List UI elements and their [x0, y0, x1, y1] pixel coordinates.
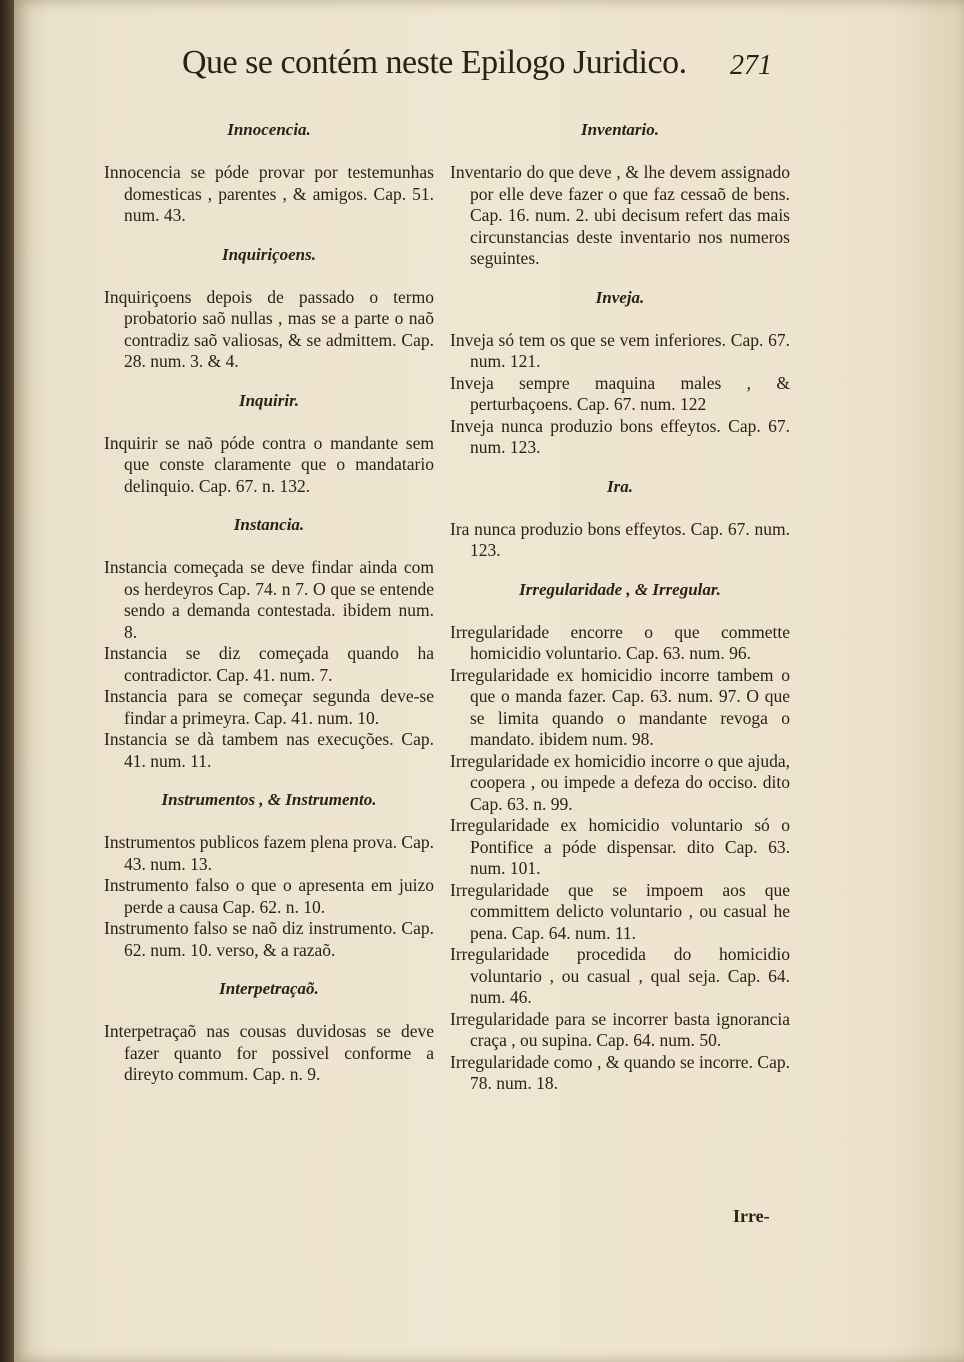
index-section: [104, 391, 434, 498]
index-entry: Innocencia se póde provar por testemunhas domesticas , parentes , & amigos. Cap. 51. num. 43.: [104, 162, 434, 225]
section-heading: Instrumentos , & Instrumento.: [161, 790, 377, 809]
index-entry: Interpetraçaõ nas cousas duvidosas se deve fazer quanto for possivel conforme a direyto commum. Cap. n. 9.: [104, 1021, 434, 1084]
index-entry: Inquiriçoens depois de passado o termo probatorio saõ nullas , mas se a parte o naõ contradiz saõ valiosas, & se admittem. Cap. 28. num. 3. & 4.: [104, 286, 434, 371]
index-entry: Irregularidade ex homicidio incorre o que ajuda, coopera , ou impede a defeza do occiso. dito Cap. 63. n. 99.: [450, 750, 790, 814]
index-section: [104, 515, 434, 772]
index-entry: Irregularidade encorre o que commette homicidio voluntario. Cap. 63. num. 96.: [450, 621, 790, 663]
section-heading: Innocencia.: [227, 120, 311, 139]
section-heading: Irregularidade , & Irregular.: [519, 579, 721, 599]
index-entry: Irregularidade como , & quando se incorre. Cap. 78. num. 18.: [450, 1051, 790, 1093]
index-entry: Irregularidade ex homicidio incorre tambem o que o manda fazer. Cap. 63. num. 97. O que se limita quando o mandante revoga o mandato. ibidem num. 98.: [450, 664, 790, 749]
index-section: [450, 477, 790, 562]
page-number: 271: [730, 50, 772, 81]
index-entry: Instancia se diz começada quando ha contradictor. Cap. 41. num. 7.: [104, 643, 434, 685]
index-entry: Instancia se dà tambem nas execuções. Cap. 41. num. 11.: [104, 729, 434, 771]
right-column: [450, 110, 790, 1113]
index-section: [104, 120, 434, 227]
index-entry: Instrumento falso se naõ diz instrumento. Cap. 62. num. 10. verso, & a razaõ.: [104, 918, 434, 960]
section-heading: Inquiriçoens.: [222, 244, 316, 264]
catchword: Irre-: [733, 1206, 770, 1226]
index-entry: Instrumentos publicos fazem plena prova. Cap. 43. num. 13.: [104, 832, 434, 874]
section-heading: Interpetraçaõ.: [219, 979, 319, 998]
index-section: [450, 580, 790, 1095]
book-spine: [0, 0, 14, 1362]
index-section: [104, 245, 434, 373]
section-heading: Ira.: [607, 476, 633, 496]
index-section: [104, 979, 434, 1086]
section-heading: Inventario.: [581, 120, 659, 139]
index-entry: Irregularidade ex homicidio voluntario só o Pontifice a póde dispensar. dito Cap. 63. num. 101.: [450, 815, 790, 878]
section-heading: Instancia.: [233, 515, 305, 534]
index-entry: Irregularidade procedida do homicidio voluntario , ou casual , qual seja. Cap. 64. num. 46.: [450, 944, 790, 1007]
index-entry: Inveja só tem os que se vem inferiores. Cap. 67. num. 121.: [450, 329, 790, 371]
index-entry: Instrumento falso o que o apresenta em juizo perde a causa Cap. 62. n. 10.: [104, 875, 434, 917]
index-entry: Instancia para se começar segunda deve-se findar a primeyra. Cap. 41. num. 10.: [104, 686, 434, 728]
index-entry: Irregularidade para se incorrer basta ignorancia craça , ou supina. Cap. 64. num. 50.: [450, 1008, 790, 1050]
index-section: [450, 120, 790, 270]
running-head: Que se contém neste Epilogo Juridico.: [182, 44, 687, 81]
index-entry: Inventario do que deve , & lhe devem assignado por elle deve fazer o que faz cessaõ de bens. Cap. 16. num. 2. ubi decisum refert das mais circunstancias deste inventario nos numeros seguintes.: [450, 162, 790, 268]
section-heading: Inveja.: [595, 287, 645, 307]
index-entry: Inveja sempre maquina males , & perturbaçoens. Cap. 67. num. 122: [450, 372, 790, 414]
index-entry: Irregularidade que se impoem aos que committem delicto voluntario , ou casual he pena. Cap. 64. num. 11.: [450, 879, 790, 943]
index-entry: Ira nunca produzio bons effeytos. Cap. 67. num. 123.: [450, 518, 790, 560]
index-entry: Inquirir se naõ póde contra o mandante sem que conste claramente que o mandatario delinquio. Cap. 67. n. 132.: [104, 432, 434, 496]
section-heading: Inquirir.: [238, 390, 299, 410]
index-entry: Inveja nunca produzio bons effeytos. Cap. 67. num. 123.: [450, 415, 790, 457]
index-section: [104, 790, 434, 961]
left-column: [104, 110, 434, 1104]
index-entry: Instancia começada se deve findar ainda com os herdeyros Cap. 74. n 7. O que se entende sendo a demanda contestada. ibidem num. 8.: [104, 557, 434, 642]
index-section: [450, 288, 790, 459]
